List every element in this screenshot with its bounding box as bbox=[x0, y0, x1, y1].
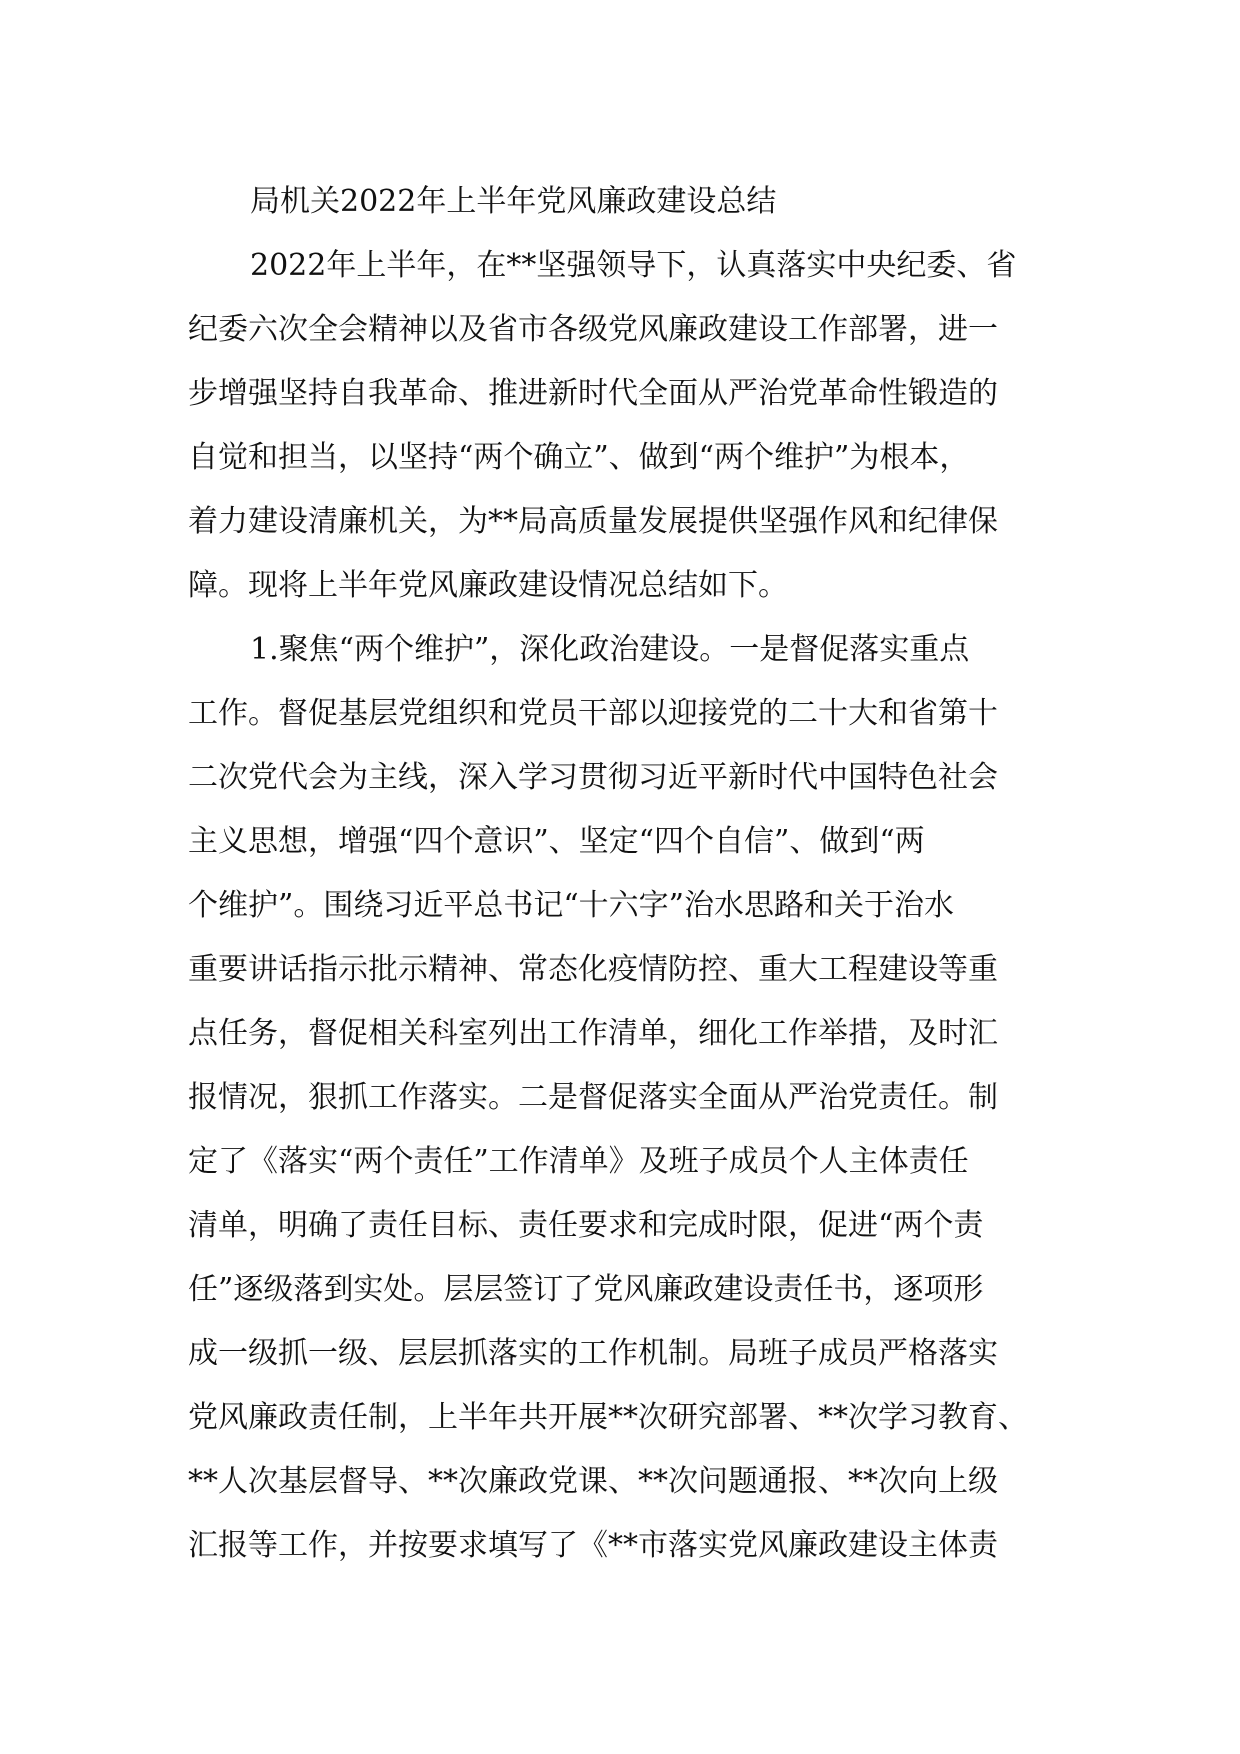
document-body bbox=[188, 170, 1058, 1578]
text-line: 自觉和担当，以坚持“两个确立”、做到“两个维护”为根本， bbox=[188, 440, 970, 475]
text-line: 汇报等工作，并按要求填写了《**市落实党风廉政建设主体责 bbox=[188, 1528, 998, 1563]
text-line: 步增强坚持自我革命、推进新时代全面从严治党革命性锻造的 bbox=[188, 376, 998, 411]
text-line: 1.聚焦“两个维护”，深化政治建设。一是督促落实重点 bbox=[250, 632, 970, 667]
document-title: 局机关2022年上半年党风廉政建设总结 bbox=[250, 184, 777, 219]
text-line: 障。现将上半年党风廉政建设情况总结如下。 bbox=[188, 568, 788, 603]
text-line: 点任务，督促相关科室列出工作清单，细化工作举措，及时汇 bbox=[188, 1016, 998, 1051]
text-line: 党风廉政责任制，上半年共开展**次研究部署、**次学习教育、 bbox=[188, 1400, 1028, 1435]
text-line: 定了《落实“两个责任”工作清单》及班子成员个人主体责任 bbox=[188, 1144, 969, 1179]
text-line: 主义思想，增强“四个意识”、坚定“四个自信”、做到“两 bbox=[188, 824, 925, 859]
text-line: 清单，明确了责任目标、责任要求和完成时限，促进“两个责 bbox=[188, 1208, 984, 1243]
text-line: 纪委六次全会精神以及省市各级党风廉政建设工作部署，进一 bbox=[188, 312, 998, 347]
text-line: 着力建设清廉机关，为**局高质量发展提供坚强作风和纪律保 bbox=[188, 504, 998, 539]
text-line: 工作。督促基层党组织和党员干部以迎接党的二十大和省第十 bbox=[188, 696, 998, 731]
text-line: 二次党代会为主线，深入学习贯彻习近平新时代中国特色社会 bbox=[188, 760, 998, 795]
text-line: 任”逐级落到实处。层层签订了党风廉政建设责任书，逐项形 bbox=[188, 1272, 984, 1307]
paragraph-section-1 bbox=[188, 618, 1058, 1578]
paragraph-intro bbox=[188, 234, 1058, 618]
text-line: 重要讲话指示批示精神、常态化疫情防控、重大工程建设等重 bbox=[188, 952, 998, 987]
text-line: 成一级抓一级、层层抓落实的工作机制。局班子成员严格落实 bbox=[188, 1336, 998, 1371]
text-line: **人次基层督导、**次廉政党课、**次问题通报、**次向上级 bbox=[188, 1464, 998, 1499]
text-line: 报情况，狠抓工作落实。二是督促落实全面从严治党责任。制 bbox=[188, 1080, 998, 1115]
text-line: 个维护”。围绕习近平总书记“十六字”治水思路和关于治水 bbox=[188, 888, 955, 923]
text-line: 2022年上半年，在**坚强领导下，认真落实中央纪委、省 bbox=[250, 248, 1017, 283]
